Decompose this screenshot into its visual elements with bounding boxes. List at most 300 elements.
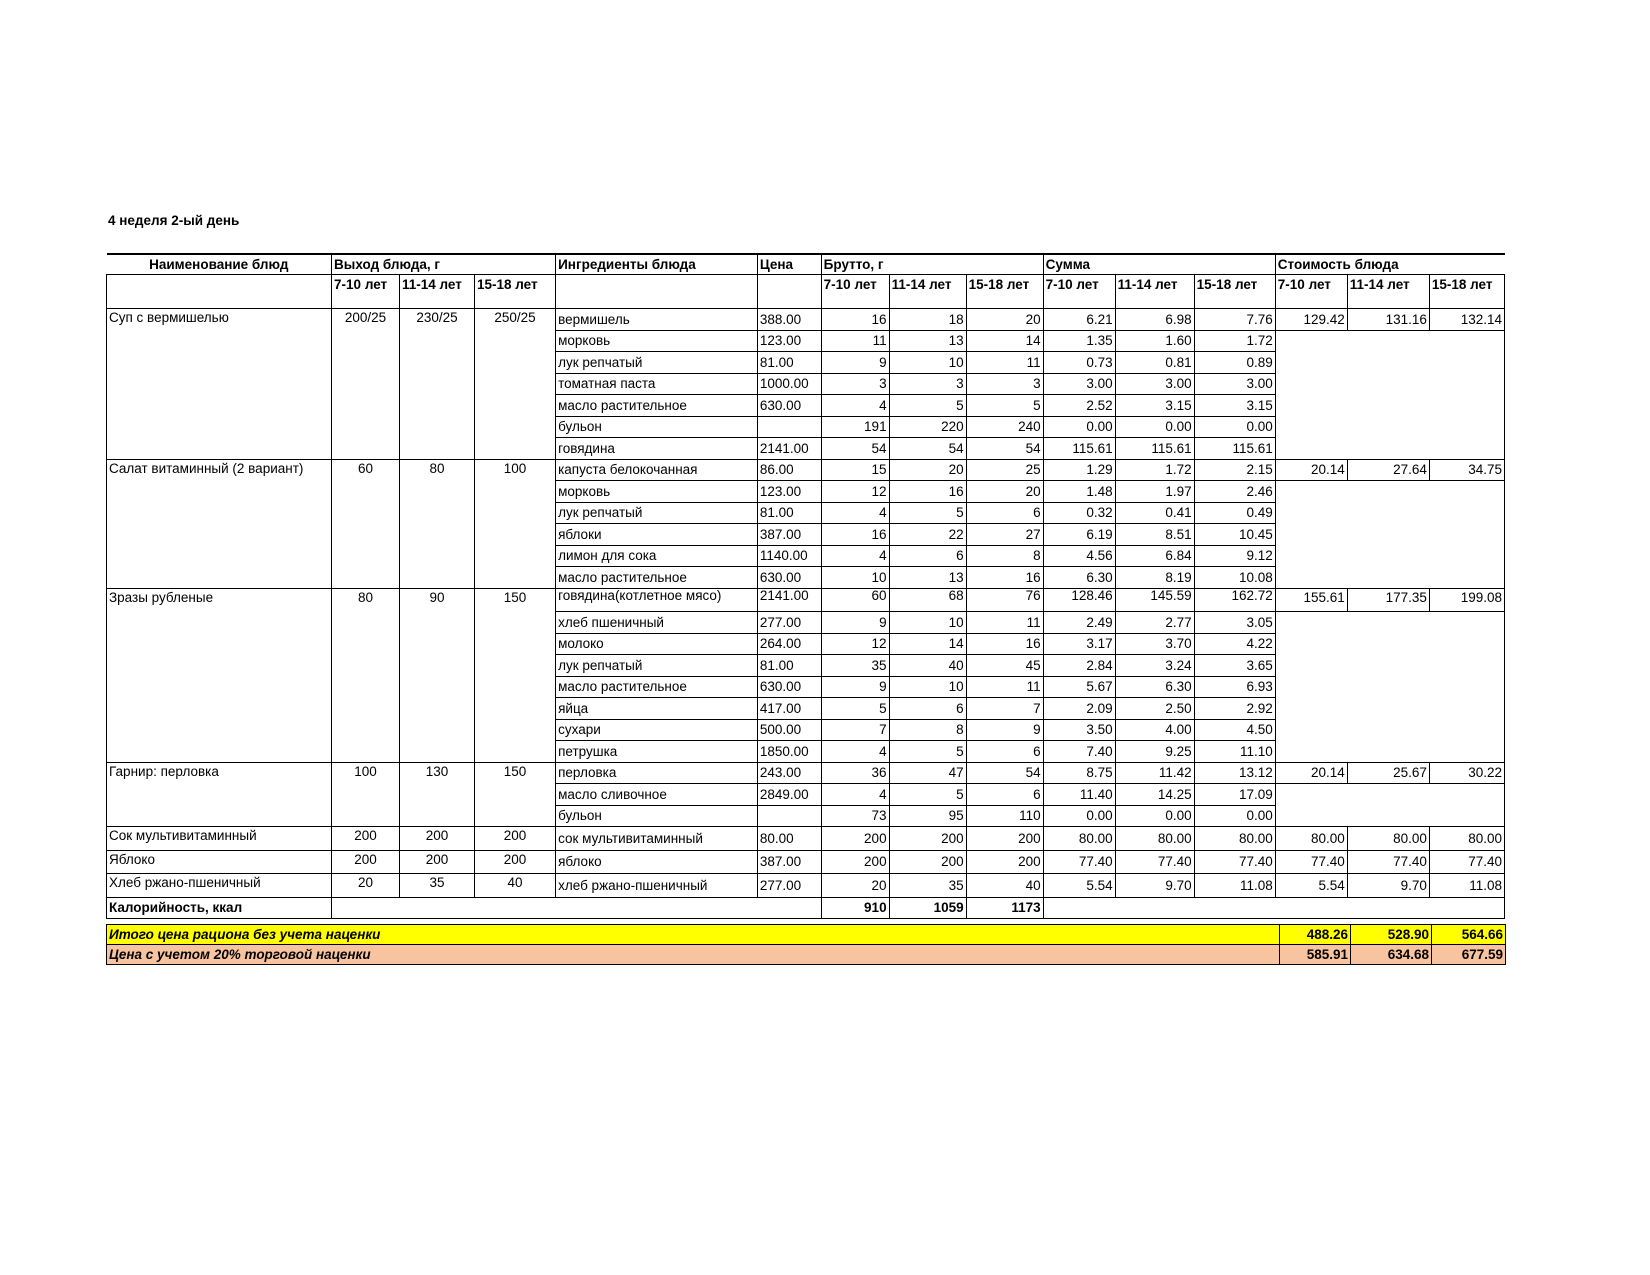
- age-header: 11-14 лет: [399, 275, 474, 309]
- ingredient-price: 2141.00: [757, 588, 821, 612]
- ingredient-sum: 8.51: [1115, 524, 1194, 546]
- ingredient-name: сухари: [556, 719, 758, 741]
- ingredient-sum: 1.72: [1115, 459, 1194, 481]
- ingredient-name: масло растительное: [556, 567, 758, 589]
- ingredient-brutto: 73: [821, 805, 889, 827]
- ingredient-brutto: 5: [889, 784, 966, 806]
- dish-output: 150: [474, 588, 555, 762]
- ingredient-price: 2849.00: [757, 784, 821, 806]
- ingredient-brutto: 47: [889, 762, 966, 784]
- ingredient-sum: 14.25: [1115, 784, 1194, 806]
- ingredient-name: хлеб пшеничный: [556, 612, 758, 634]
- ingredient-sum: 9.70: [1115, 874, 1194, 898]
- ingredient-brutto: 4: [821, 741, 889, 763]
- ingredient-brutto: 7: [821, 719, 889, 741]
- ingredient-brutto: 10: [889, 676, 966, 698]
- ingredient-brutto: 200: [966, 850, 1043, 874]
- ingredient-brutto: 54: [966, 438, 1043, 460]
- ingredient-sum: 3.24: [1115, 655, 1194, 677]
- ingredient-brutto: 54: [966, 762, 1043, 784]
- ingredient-sum: 2.77: [1115, 612, 1194, 634]
- ingredient-sum: 11.10: [1194, 741, 1275, 763]
- ingredient-brutto: 35: [889, 874, 966, 898]
- ingredient-brutto: 110: [966, 805, 1043, 827]
- ingredient-sum: 1.35: [1043, 330, 1115, 352]
- ingredient-price: 630.00: [757, 395, 821, 417]
- dish-cost: 80.00: [1275, 827, 1347, 851]
- ingredient-sum: 6.30: [1043, 567, 1115, 589]
- dish-cost: 27.64: [1347, 459, 1429, 481]
- ingredient-price: 277.00: [757, 612, 821, 634]
- ingredient-brutto: 12: [821, 633, 889, 655]
- ingredient-sum: 9.12: [1194, 545, 1275, 567]
- ingredient-price: 1850.00: [757, 741, 821, 763]
- dish-output: 200: [332, 850, 400, 874]
- dish-cost: 34.75: [1429, 459, 1504, 481]
- ingredient-name: лук репчатый: [556, 502, 758, 524]
- ingredient-sum: 2.49: [1043, 612, 1115, 634]
- header-row-2: [107, 275, 1505, 309]
- ingredient-price: 387.00: [757, 524, 821, 546]
- ingredient-price: 264.00: [757, 633, 821, 655]
- table-row: [107, 827, 1505, 851]
- dish-cost: 5.54: [1275, 874, 1347, 898]
- age-header: 15-18 лет: [1194, 275, 1275, 309]
- ingredient-sum: 6.21: [1043, 309, 1115, 331]
- dish-cost: 30.22: [1429, 762, 1504, 784]
- ingredient-brutto: 9: [821, 352, 889, 374]
- ingredients-header: Ингредиенты блюда: [556, 254, 758, 275]
- dish-cost: 80.00: [1429, 827, 1504, 851]
- ingredient-name: сок мультивитаминный: [556, 827, 758, 851]
- ingredient-brutto: 16: [966, 567, 1043, 589]
- dish-output: 150: [474, 762, 555, 827]
- dish-cost: 129.42: [1275, 309, 1347, 331]
- dish-name: Суп с вермишелью: [107, 309, 332, 460]
- ingredient-sum: 0.00: [1115, 416, 1194, 438]
- dish-output: 200: [399, 850, 474, 874]
- ingredient-sum: 3.00: [1043, 373, 1115, 395]
- ingredient-name: яблоки: [556, 524, 758, 546]
- dish-cost: 77.40: [1347, 850, 1429, 874]
- dish-output: 200: [474, 850, 555, 874]
- ingredient-brutto: 18: [889, 309, 966, 331]
- dish-cost-header: Стоимость блюда: [1275, 254, 1504, 275]
- dish-output: 20: [332, 874, 400, 898]
- ingredient-price: 123.00: [757, 330, 821, 352]
- ingredient-sum: 77.40: [1194, 850, 1275, 874]
- ingredient-brutto: 14: [889, 633, 966, 655]
- dish-name: Яблоко: [107, 850, 332, 874]
- ingredient-name: бульон: [556, 416, 758, 438]
- ingredient-sum: 5.67: [1043, 676, 1115, 698]
- ingredient-brutto: 16: [966, 633, 1043, 655]
- cost-filler: [1275, 481, 1504, 589]
- ingredient-name: масло растительное: [556, 676, 758, 698]
- total-base-value: 488.26: [1280, 925, 1351, 945]
- ingredient-name: говядина: [556, 438, 758, 460]
- ingredient-price: 2141.00: [757, 438, 821, 460]
- ingredient-brutto: 22: [889, 524, 966, 546]
- ingredient-sum: 0.41: [1115, 502, 1194, 524]
- ingredient-sum: 0.00: [1043, 805, 1115, 827]
- calories-label: Калорийность, ккал: [107, 897, 332, 919]
- ingredient-brutto: 54: [889, 438, 966, 460]
- ingredient-price: 123.00: [757, 481, 821, 503]
- dish-output: 80: [399, 459, 474, 588]
- dish-cost: 132.14: [1429, 309, 1504, 331]
- ingredient-brutto: 40: [889, 655, 966, 677]
- ingredient-brutto: 20: [966, 309, 1043, 331]
- ingredient-price: 243.00: [757, 762, 821, 784]
- ingredient-sum: 2.50: [1115, 698, 1194, 720]
- ingredient-brutto: 20: [889, 459, 966, 481]
- ingredient-name: молоко: [556, 633, 758, 655]
- ingredient-brutto: 200: [889, 850, 966, 874]
- ingredient-sum: 3.50: [1043, 719, 1115, 741]
- ingredient-sum: 80.00: [1043, 827, 1115, 851]
- ingredient-brutto: 13: [889, 567, 966, 589]
- ingredient-price: 80.00: [757, 827, 821, 851]
- dish-output: 100: [474, 459, 555, 588]
- ingredient-sum: 3.15: [1194, 395, 1275, 417]
- ingredient-sum: 3.05: [1194, 612, 1275, 634]
- calories-value: 1059: [889, 897, 966, 919]
- ingredient-brutto: 10: [889, 612, 966, 634]
- ingredient-brutto: 240: [966, 416, 1043, 438]
- ingredient-sum: 2.09: [1043, 698, 1115, 720]
- ingredient-sum: 3.65: [1194, 655, 1275, 677]
- dish-name: Сок мультивитаминный: [107, 827, 332, 851]
- ingredient-brutto: 191: [821, 416, 889, 438]
- sheet-title: 4 неделя 2-ый день: [108, 213, 240, 228]
- ingredient-brutto: 35: [821, 655, 889, 677]
- calories-row: [107, 897, 1505, 919]
- ingredient-price: 1140.00: [757, 545, 821, 567]
- ingredient-price: 500.00: [757, 719, 821, 741]
- sum-header: Сумма: [1043, 254, 1275, 275]
- dish-output: 200: [332, 827, 400, 851]
- table-row: [107, 874, 1505, 898]
- ingredient-sum: 4.50: [1194, 719, 1275, 741]
- ingredient-sum: 6.30: [1115, 676, 1194, 698]
- ingredient-sum: 4.00: [1115, 719, 1194, 741]
- dish-cost: 199.08: [1429, 588, 1504, 612]
- ingredient-price: 81.00: [757, 655, 821, 677]
- ingredient-brutto: 11: [821, 330, 889, 352]
- ingredient-name: масло сливочное: [556, 784, 758, 806]
- ingredient-sum: 115.61: [1043, 438, 1115, 460]
- ingredient-name: бульон: [556, 805, 758, 827]
- ingredient-sum: 0.32: [1043, 502, 1115, 524]
- ingredient-brutto: 25: [966, 459, 1043, 481]
- dish-name: Гарнир: перловка: [107, 762, 332, 827]
- ingredient-brutto: 10: [821, 567, 889, 589]
- ingredient-name: хлеб ржано-пшеничный: [556, 874, 758, 898]
- ingredient-brutto: 11: [966, 676, 1043, 698]
- ingredient-brutto: 5: [889, 395, 966, 417]
- ingredient-sum: 0.00: [1194, 416, 1275, 438]
- ingredient-sum: 2.15: [1194, 459, 1275, 481]
- ingredient-name: томатная паста: [556, 373, 758, 395]
- ingredient-price: 86.00: [757, 459, 821, 481]
- ingredient-brutto: 4: [821, 784, 889, 806]
- ingredient-name: морковь: [556, 330, 758, 352]
- ingredient-price: 630.00: [757, 676, 821, 698]
- dish-output: 100: [332, 762, 400, 827]
- price-header: Цена: [757, 254, 821, 275]
- dish-name: Хлеб ржано-пшеничный: [107, 874, 332, 898]
- ingredient-sum: 13.12: [1194, 762, 1275, 784]
- ingredient-sum: 77.40: [1043, 850, 1115, 874]
- table-row: [107, 762, 1505, 784]
- ingredient-sum: 2.84: [1043, 655, 1115, 677]
- ingredient-sum: 8.19: [1115, 567, 1194, 589]
- header-empty: [757, 275, 821, 309]
- total-markup-row: [107, 945, 1506, 965]
- ingredient-price: 387.00: [757, 850, 821, 874]
- ingredient-sum: 6.84: [1115, 545, 1194, 567]
- ingredient-brutto: 10: [889, 352, 966, 374]
- total-markup-value: 677.59: [1432, 945, 1506, 965]
- ingredient-sum: 77.40: [1115, 850, 1194, 874]
- ingredient-sum: 3.15: [1115, 395, 1194, 417]
- ingredient-name: перловка: [556, 762, 758, 784]
- ingredient-sum: 1.72: [1194, 330, 1275, 352]
- ingredient-brutto: 6: [966, 784, 1043, 806]
- dish-cost: 155.61: [1275, 588, 1347, 612]
- ingredient-sum: 10.45: [1194, 524, 1275, 546]
- ingredient-brutto: 11: [966, 352, 1043, 374]
- dish-cost: 131.16: [1347, 309, 1429, 331]
- ingredient-name: яблоко: [556, 850, 758, 874]
- dish-cost: 80.00: [1347, 827, 1429, 851]
- ingredient-brutto: 9: [821, 676, 889, 698]
- ingredient-brutto: 16: [821, 309, 889, 331]
- total-markup-label: Цена с учетом 20% торговой наценки: [107, 945, 1280, 965]
- ingredient-sum: 128.46: [1043, 588, 1115, 612]
- ingredient-brutto: 45: [966, 655, 1043, 677]
- ingredient-price: 81.00: [757, 502, 821, 524]
- ingredient-price: [757, 416, 821, 438]
- cost-filler: [1275, 612, 1504, 763]
- table-row: [107, 309, 1505, 331]
- ingredient-sum: 80.00: [1115, 827, 1194, 851]
- ingredient-brutto: 60: [821, 588, 889, 612]
- dish-cost: 20.14: [1275, 762, 1347, 784]
- ingredient-brutto: 27: [966, 524, 1043, 546]
- totals-table: [106, 924, 1506, 965]
- ingredient-sum: 145.59: [1115, 588, 1194, 612]
- ingredient-sum: 80.00: [1194, 827, 1275, 851]
- dish-name-header: Наименование блюд: [107, 254, 332, 275]
- ingredient-brutto: 7: [966, 698, 1043, 720]
- header-empty: [556, 275, 758, 309]
- ingredient-brutto: 4: [821, 545, 889, 567]
- dish-output: 35: [399, 874, 474, 898]
- ingredient-sum: 5.54: [1043, 874, 1115, 898]
- header-empty: [107, 275, 332, 309]
- ingredient-brutto: 12: [821, 481, 889, 503]
- total-markup-value: 585.91: [1280, 945, 1351, 965]
- menu-table: [106, 253, 1505, 919]
- output-header: Выход блюда, г: [332, 254, 556, 275]
- ingredient-name: лук репчатый: [556, 655, 758, 677]
- ingredient-brutto: 200: [821, 827, 889, 851]
- ingredient-sum: 6.93: [1194, 676, 1275, 698]
- ingredient-brutto: 5: [889, 502, 966, 524]
- ingredient-sum: 3.00: [1115, 373, 1194, 395]
- total-base-label: Итого цена рациона без учета наценки: [107, 925, 1280, 945]
- dish-cost: 177.35: [1347, 588, 1429, 612]
- ingredient-sum: 11.42: [1115, 762, 1194, 784]
- total-base-row: [107, 925, 1506, 945]
- ingredient-sum: 1.60: [1115, 330, 1194, 352]
- ingredient-sum: 6.98: [1115, 309, 1194, 331]
- ingredient-brutto: 36: [821, 762, 889, 784]
- header-row-1: [107, 254, 1505, 275]
- dish-output: 60: [332, 459, 400, 588]
- age-header: 7-10 лет: [1275, 275, 1347, 309]
- ingredient-sum: 2.46: [1194, 481, 1275, 503]
- age-header: 7-10 лет: [821, 275, 889, 309]
- ingredient-brutto: 40: [966, 874, 1043, 898]
- ingredient-brutto: 8: [889, 719, 966, 741]
- ingredient-sum: 4.56: [1043, 545, 1115, 567]
- dish-cost: 9.70: [1347, 874, 1429, 898]
- ingredient-sum: 0.00: [1194, 805, 1275, 827]
- ingredient-name: лук репчатый: [556, 352, 758, 374]
- ingredient-name: петрушка: [556, 741, 758, 763]
- ingredient-brutto: 11: [966, 612, 1043, 634]
- dish-output: 80: [332, 588, 400, 762]
- dish-cost: 77.40: [1429, 850, 1504, 874]
- dish-cost: 11.08: [1429, 874, 1504, 898]
- ingredient-sum: 1.97: [1115, 481, 1194, 503]
- ingredient-brutto: 200: [821, 850, 889, 874]
- ingredient-brutto: 4: [821, 502, 889, 524]
- ingredient-sum: 8.75: [1043, 762, 1115, 784]
- ingredient-sum: 11.40: [1043, 784, 1115, 806]
- calories-gap: [332, 897, 822, 919]
- ingredient-brutto: 3: [966, 373, 1043, 395]
- dish-output: 200: [474, 827, 555, 851]
- ingredient-sum: 4.22: [1194, 633, 1275, 655]
- ingredient-brutto: 6: [889, 698, 966, 720]
- age-header: 11-14 лет: [889, 275, 966, 309]
- ingredient-sum: 115.61: [1194, 438, 1275, 460]
- ingredient-brutto: 4: [821, 395, 889, 417]
- ingredient-brutto: 20: [821, 874, 889, 898]
- calories-tail: [1043, 897, 1504, 919]
- ingredient-brutto: 3: [821, 373, 889, 395]
- ingredient-sum: 3.17: [1043, 633, 1115, 655]
- brutto-header: Брутто, г: [821, 254, 1043, 275]
- ingredient-brutto: 9: [821, 612, 889, 634]
- dish-name: Зразы рубленые: [107, 588, 332, 762]
- ingredient-brutto: 200: [966, 827, 1043, 851]
- dish-cost: 25.67: [1347, 762, 1429, 784]
- ingredient-brutto: 16: [889, 481, 966, 503]
- dish-cost: 20.14: [1275, 459, 1347, 481]
- ingredient-brutto: 5: [889, 741, 966, 763]
- age-header: 15-18 лет: [1429, 275, 1504, 309]
- age-header: 15-18 лет: [474, 275, 555, 309]
- dish-output: 200: [399, 827, 474, 851]
- ingredient-brutto: 20: [966, 481, 1043, 503]
- ingredient-name: морковь: [556, 481, 758, 503]
- ingredient-brutto: 9: [966, 719, 1043, 741]
- ingredient-sum: 17.09: [1194, 784, 1275, 806]
- ingredient-brutto: 13: [889, 330, 966, 352]
- ingredient-brutto: 54: [821, 438, 889, 460]
- ingredient-sum: 0.73: [1043, 352, 1115, 374]
- ingredient-sum: 0.00: [1115, 805, 1194, 827]
- ingredient-name: масло растительное: [556, 395, 758, 417]
- ingredient-sum: 3.00: [1194, 373, 1275, 395]
- menu-body: [107, 309, 1505, 919]
- ingredient-sum: 2.52: [1043, 395, 1115, 417]
- ingredient-sum: 1.48: [1043, 481, 1115, 503]
- ingredient-sum: 0.89: [1194, 352, 1275, 374]
- ingredient-sum: 10.08: [1194, 567, 1275, 589]
- ingredient-brutto: 5: [966, 395, 1043, 417]
- ingredient-brutto: 6: [966, 741, 1043, 763]
- dish-name: Салат витаминный (2 вариант): [107, 459, 332, 588]
- calories-value: 910: [821, 897, 889, 919]
- dish-output: 200/25: [332, 309, 400, 460]
- ingredient-brutto: 3: [889, 373, 966, 395]
- ingredient-brutto: 95: [889, 805, 966, 827]
- ingredient-brutto: 68: [889, 588, 966, 612]
- ingredient-sum: 115.61: [1115, 438, 1194, 460]
- total-base-value: 564.66: [1432, 925, 1506, 945]
- calories-value: 1173: [966, 897, 1043, 919]
- ingredient-sum: 7.40: [1043, 741, 1115, 763]
- ingredient-name: говядина(котлетное мясо): [556, 588, 758, 612]
- ingredient-price: 277.00: [757, 874, 821, 898]
- ingredient-sum: 9.25: [1115, 741, 1194, 763]
- ingredient-name: вермишель: [556, 309, 758, 331]
- ingredient-brutto: 15: [821, 459, 889, 481]
- ingredient-price: 388.00: [757, 309, 821, 331]
- cost-filler: [1275, 330, 1504, 459]
- dish-output: 130: [399, 762, 474, 827]
- ingredient-price: 417.00: [757, 698, 821, 720]
- ingredient-name: яйца: [556, 698, 758, 720]
- ingredient-brutto: 8: [966, 545, 1043, 567]
- dish-output: 90: [399, 588, 474, 762]
- ingredient-sum: 0.81: [1115, 352, 1194, 374]
- dish-cost: 77.40: [1275, 850, 1347, 874]
- table-row: [107, 459, 1505, 481]
- ingredient-sum: 0.00: [1043, 416, 1115, 438]
- ingredient-name: капуста белокочанная: [556, 459, 758, 481]
- ingredient-brutto: 6: [889, 545, 966, 567]
- table-row: [107, 588, 1505, 612]
- ingredient-sum: 2.92: [1194, 698, 1275, 720]
- ingredient-brutto: 14: [966, 330, 1043, 352]
- ingredient-price: [757, 805, 821, 827]
- ingredient-sum: 3.70: [1115, 633, 1194, 655]
- dish-output: 230/25: [399, 309, 474, 460]
- dish-output: 250/25: [474, 309, 555, 460]
- ingredient-sum: 0.49: [1194, 502, 1275, 524]
- age-header: 7-10 лет: [1043, 275, 1115, 309]
- ingredient-name: лимон для сока: [556, 545, 758, 567]
- total-markup-value: 634.68: [1351, 945, 1432, 965]
- ingredient-brutto: 6: [966, 502, 1043, 524]
